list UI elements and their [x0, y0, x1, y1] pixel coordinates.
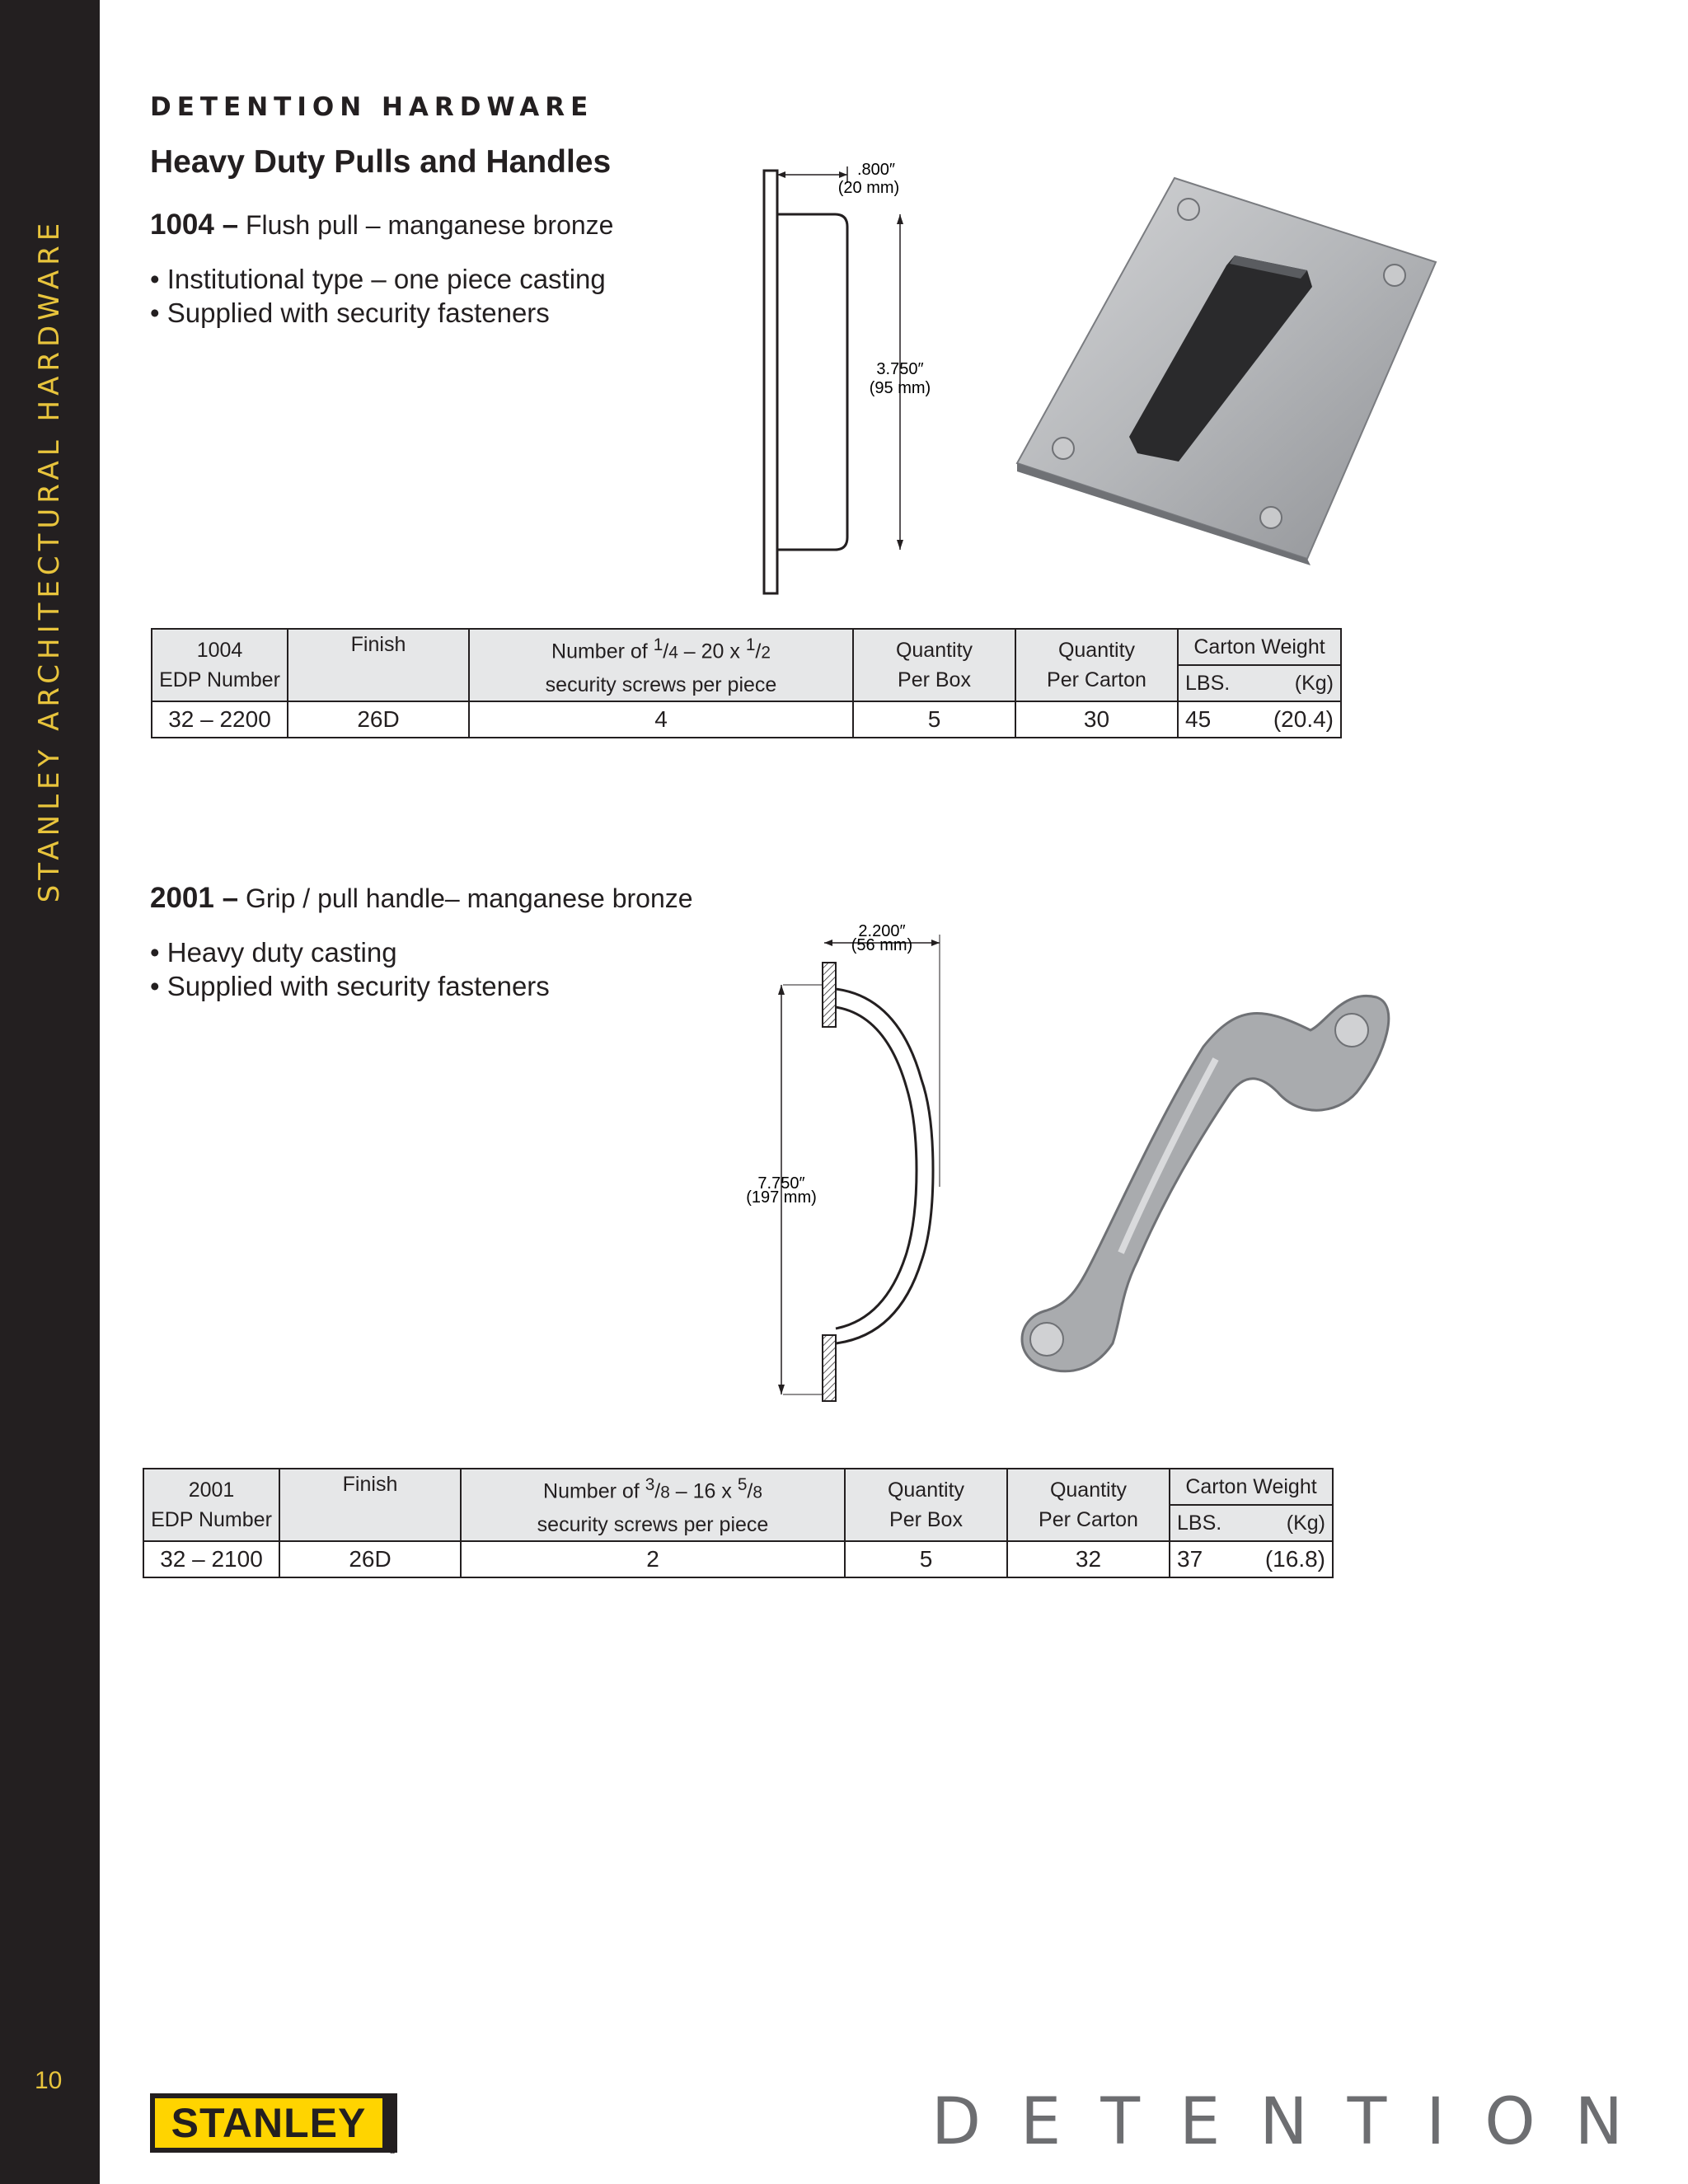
depth-dimension: .800″ [857, 161, 896, 179]
grip-handle-product-image [997, 956, 1409, 1418]
cell-per-box: 5 [853, 701, 1015, 738]
product-description: Flush pull – manganese bronze [245, 210, 614, 240]
bullet-item: • Supplied with security fasteners [150, 298, 550, 328]
width-dimension-mm: (56 mm) [851, 936, 913, 954]
cell-finish: 26D [288, 701, 469, 738]
bullet-item: • Institutional type – one piece casting [150, 264, 606, 294]
product-2001-heading [150, 882, 693, 915]
stanley-logo-text: STANLEY [155, 2098, 382, 2148]
product-code: 2001 – [150, 882, 239, 914]
col-header-qty-carton: Quantity Per Carton [1015, 629, 1178, 701]
registered-mark: ® [388, 2143, 397, 2156]
length-dimension: 7.750″ [757, 1174, 805, 1193]
cell-screws: 2 [461, 1541, 845, 1577]
cell-finish: 26D [279, 1541, 461, 1577]
page-title: Heavy Duty Pulls and Handles [150, 144, 612, 180]
cell-edp: 32 – 2100 [143, 1541, 279, 1577]
cell-per-carton: 32 [1007, 1541, 1170, 1577]
table-row [152, 701, 1341, 738]
product-2001-bullets [150, 935, 550, 1003]
product-1004-spec-table [151, 628, 1342, 738]
col-header-qty-box: Quantity Per Box [853, 629, 1015, 701]
grip-handle-dimension-drawing [742, 923, 956, 1426]
sidebar-label: STANLEY ARCHITECTURAL HARDWARE [33, 218, 66, 903]
footer-category: DETENTION [931, 2085, 1663, 2159]
col-header-weight-units: LBS. (Kg) [1178, 665, 1341, 701]
section-heading: DETENTION HARDWARE [150, 92, 594, 122]
height-dimension-mm: (95 mm) [869, 379, 931, 397]
cell-weight: 37 (16.8) [1170, 1541, 1333, 1577]
col-header-carton-weight: Carton Weight [1170, 1469, 1333, 1505]
cell-per-carton: 30 [1015, 701, 1178, 738]
cell-edp: 32 – 2200 [152, 701, 288, 738]
col-header-screws: Number of $^3$/8 – 16 x $^5$/8 security screws per piece [461, 1469, 845, 1541]
page-number: 10 [35, 2067, 63, 2094]
flush-pull-product-image [1014, 173, 1442, 569]
product-2001-spec-table [143, 1468, 1334, 1578]
stanley-logo [150, 2093, 397, 2153]
bullet-item: • Supplied with security fasteners [150, 971, 550, 1001]
bullet-item: • Heavy duty casting [150, 937, 397, 968]
col-header-finish: Finish [288, 629, 469, 701]
col-header-screws: Number of $^1$/4 – 20 x $^1$/2 security screws per piece [469, 629, 853, 701]
product-1004-bullets [150, 262, 606, 330]
col-header-carton-weight: Carton Weight [1178, 629, 1341, 665]
product-description: Grip / pull handle– manganese bronze [245, 883, 693, 913]
col-header-qty-box: Quantity Per Box [845, 1469, 1007, 1541]
col-header-qty-carton: Quantity Per Carton [1007, 1469, 1170, 1541]
cell-weight: 45 (20.4) [1178, 701, 1341, 738]
length-dimension-mm: (197 mm) [746, 1188, 817, 1207]
product-code: 1004 – [150, 209, 239, 241]
depth-dimension-mm: (20 mm) [837, 179, 900, 197]
flush-pull-dimension-drawing [742, 157, 948, 602]
cell-per-box: 5 [845, 1541, 1007, 1577]
width-dimension: 2.200″ [858, 922, 906, 940]
table-row [143, 1541, 1333, 1577]
col-header-weight-units: LBS. (Kg) [1170, 1505, 1333, 1541]
cell-screws: 4 [469, 701, 853, 738]
col-header-finish: Finish [279, 1469, 461, 1541]
col-header-edp: 2001 EDP Number [143, 1469, 279, 1541]
product-1004-heading [150, 209, 613, 241]
col-header-edp: 1004 EDP Number [152, 629, 288, 701]
height-dimension: 3.750″ [876, 360, 924, 378]
